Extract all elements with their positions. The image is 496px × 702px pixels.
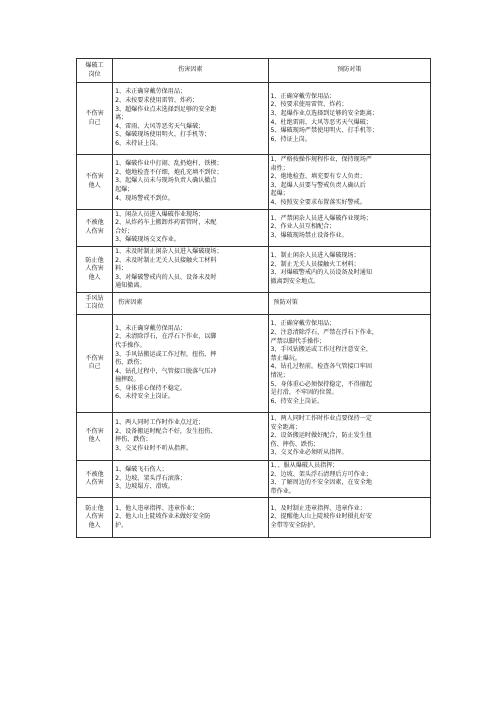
hazard-line: 2、边坡、架头浮石滚落；	[115, 474, 187, 482]
measure-line: 安全距离；	[270, 423, 301, 431]
post-label-line: 防止他	[85, 504, 104, 512]
measure-header: 预防对策	[268, 59, 430, 83]
hazard-line: 1、他人违章指挥、违章作业；	[115, 504, 199, 512]
hazard-line: 6、未持安全上岗证。	[115, 393, 174, 401]
post-title-line: 工岗位	[85, 303, 104, 311]
hazard-line: 合好；	[115, 227, 134, 235]
post-label-line: 自己	[88, 363, 101, 371]
measure-line: 3、了解周边的不安全因素，在安全地	[270, 479, 372, 487]
post-label-line: 不被他	[85, 470, 104, 478]
post-label-line: 人伤害	[85, 265, 104, 273]
measure-cell	[268, 314, 430, 412]
post-cell	[77, 246, 113, 292]
hazard-line: 6、未持证上岗。	[115, 139, 162, 147]
measure-line: 2、按要求使用雷管、炸药；	[270, 101, 348, 109]
section-header-row	[77, 292, 431, 314]
post-title-line: 手风钻	[85, 294, 104, 302]
measure-line: 1、两人同时工作时作业点要保持一定	[270, 414, 372, 422]
measure-line: 5、爆破现场严禁使用明火、打手机等；	[270, 127, 379, 135]
hazard-line: 代手操作。	[115, 341, 146, 349]
hazard-cell	[113, 412, 268, 460]
post-label-line: 人伤害	[85, 479, 104, 487]
measure-line: 3、对爆破警戒内的人员设备及时通知	[270, 269, 372, 277]
measure-line: 1、制止闲杂人员进入爆破现场；	[270, 252, 360, 260]
measure-line: 情况；	[270, 372, 289, 379]
table-row	[77, 460, 431, 497]
post-cell	[77, 498, 113, 538]
post-header-cell	[77, 292, 113, 314]
post-label-line: 他人	[88, 181, 101, 189]
hazard-line: 5、身体重心保持不稳定。	[115, 384, 187, 392]
post-cell	[77, 412, 113, 460]
measure-line: 4、按照安全要求布置落实好警戒。	[270, 198, 366, 206]
measure-line: 带作业。	[270, 487, 295, 495]
hazard-line: 4、钻孔过程中，气管接口脱落气压冲	[115, 367, 217, 375]
measure-cell	[268, 83, 430, 155]
post-cell	[77, 155, 113, 210]
table-row	[77, 83, 431, 155]
hazard-line: 2、炮地检查不仔细，炮孔充填不到位；	[115, 168, 223, 176]
measure-line: 全带等安全防护。	[270, 522, 320, 530]
measure-cell	[268, 155, 430, 210]
measure-line: 3、手风钻搬运或工作过程注意安全，	[270, 346, 372, 354]
hazard-line: 4、雷雨、大风等恶劣天气爆破；	[115, 122, 205, 130]
measure-line: 1、、服从爆破人员指挥；	[270, 461, 339, 469]
measure-line: 1、及时制止违章指挥、违章作业；	[270, 504, 366, 512]
post-cell	[77, 83, 113, 155]
hazard-line: 离；	[115, 114, 128, 122]
hazard-line: 3、边坡塌方、滑坡。	[115, 483, 174, 491]
hazard-cell	[113, 155, 268, 210]
hazard-line: 1、两人同时工作时作业点过近；	[115, 419, 205, 427]
hazard-line: 撞摔跤。	[115, 376, 140, 384]
measure-line: 1、严禁闲杂人员进入爆破作业现场；	[270, 214, 372, 222]
hazard-cell	[113, 246, 268, 292]
post-label-line: 防止他	[85, 256, 104, 264]
post-label-line: 他人	[88, 522, 101, 530]
measure-line: 是打滑、不牢固的位置。	[270, 389, 338, 397]
hazard-header: 伤害因素	[113, 292, 268, 314]
hazard-line: 1、未正确穿戴劳保用品；	[115, 324, 187, 332]
measure-cell	[268, 209, 430, 246]
hazard-line: 伤、跌伤；	[115, 359, 146, 367]
measure-line: 2、炮地检查、填充要有专人负责；	[270, 173, 366, 181]
post-label-line: 不被他	[85, 219, 104, 227]
hazard-line: 3、超爆作业点未选择到足够的安全距	[115, 105, 217, 113]
hazard-line: 3、爆破现场交叉作业。	[115, 236, 180, 244]
hazard-line: 3、起爆人员未与现场负责人确认撤点	[115, 177, 217, 185]
post-cell	[77, 209, 113, 246]
table-row	[77, 498, 431, 538]
hazard-line: 2、他人山上陡坡作业未做好安全防	[115, 513, 211, 521]
post-label-line: 人伤害	[85, 513, 104, 521]
post-title-line: 爆破工	[85, 61, 104, 69]
table-row	[77, 246, 431, 292]
hazard-header: 伤害因素	[113, 59, 268, 83]
measure-header: 预防对策	[268, 292, 430, 314]
post-title-line: 岗位	[88, 70, 101, 78]
table-row	[77, 412, 431, 460]
hazard-line: 2、未按要求使用雷管、炸药；	[115, 97, 199, 105]
hazard-line: 3、交叉作业时不听从指挥。	[115, 445, 193, 452]
hazard-line: 3、手风钻搬运或工作过程，扭伤、摔	[115, 350, 217, 358]
post-label-line: 自己	[88, 118, 101, 126]
hazard-line: 1、闲杂人员进入爆破作业现场；	[115, 210, 205, 218]
post-label-line: 他人	[88, 273, 101, 281]
measure-line: 2、制止无关人员接触火工材料；	[270, 260, 360, 268]
hazard-line: 摔伤、跌伤；	[115, 436, 152, 444]
post-cell	[77, 460, 113, 497]
post-label-line: 不伤害	[85, 427, 104, 435]
section-header-row	[77, 59, 431, 83]
hazard-cell	[113, 314, 268, 412]
hazard-cell	[113, 460, 268, 497]
table-row	[77, 314, 431, 412]
hazard-line: 3、对爆破警戒内的人员、设备未及时	[115, 273, 217, 281]
hazard-line: 2、设备搬运时配合不好，发生扭伤、	[115, 427, 217, 435]
risk-table	[76, 58, 431, 538]
measure-line: 撤离到安全地点。	[270, 278, 320, 286]
measure-cell	[268, 412, 430, 460]
measure-line: 1、严格按操作规程作业，保持现场严	[270, 156, 372, 163]
measure-line: 2、设备搬运时做好配合，防止发生扭	[270, 432, 372, 440]
hazard-line: 1、未正确穿戴劳保用品；	[115, 88, 187, 96]
measure-line: 3、起爆作业点选择到足够的安全距离；	[270, 109, 379, 117]
table-row	[77, 155, 431, 210]
measure-cell	[268, 246, 430, 292]
hazard-cell	[113, 83, 268, 155]
post-label-line: 人伤害	[85, 227, 104, 235]
hazard-line: 料；	[115, 265, 128, 273]
post-cell	[77, 314, 113, 412]
hazard-cell	[113, 209, 268, 246]
measure-cell	[268, 460, 430, 497]
post-label-line: 不伤害	[85, 173, 104, 181]
hazard-line: 4、现场警戒不到位。	[115, 194, 174, 202]
post-label-line: 不伤害	[85, 109, 104, 117]
risk-table-body	[77, 59, 431, 538]
measure-line: 禁止爆玩。	[270, 354, 301, 362]
measure-line: 5、身体重心必须保持稳定，不得擅起	[270, 380, 372, 388]
measure-line: 3、交叉作业必须听从指挥。	[270, 449, 348, 457]
measure-line: 6、持证上岗。	[270, 135, 311, 143]
measure-line: 2、提醒他人山上陡坡作业时摄扎好安	[270, 513, 372, 521]
hazard-line: 通知撤离。	[115, 282, 146, 290]
hazard-line: 1、爆破飞石伤人；	[115, 466, 168, 474]
post-header-cell	[77, 59, 113, 83]
measure-line: 1、正确穿戴劳保用品；	[270, 320, 336, 328]
hazard-line: 护。	[115, 522, 128, 530]
post-label-line: 他人	[88, 436, 101, 444]
measure-line: 6、持安全上岗证。	[270, 397, 324, 405]
hazard-line: 1、未及时制止闲杂人员进入爆破现场；	[115, 247, 223, 255]
hazard-line: 1、爆破作业中打闹、乱扔炮杆、铁楔；	[115, 160, 223, 168]
measure-line: 肃性；	[270, 164, 289, 172]
hazard-line: 2、未清除浮石，在浮石下作业，以脚	[115, 333, 217, 341]
measure-line: 2、注意清除浮石，严禁在浮石下作业，	[270, 329, 379, 337]
post-label-line: 不伤害	[85, 354, 104, 362]
hazard-cell	[113, 498, 268, 538]
measure-line: 2、作业人员互相配合；	[270, 223, 336, 231]
measure-line: 严禁以脚代手操作；	[270, 337, 326, 345]
hazard-line: 2、从炸药车上搬卸炸药雷管时，未配	[115, 219, 217, 227]
table-row	[77, 209, 431, 246]
measure-line: 起爆；	[270, 190, 289, 198]
measure-line: 3、起爆人员要与警戒负责人确认后	[270, 181, 366, 189]
hazard-line: 2、未及时制止无关人员接触火工材料	[115, 256, 217, 264]
measure-line: 3、爆破现场禁止设备作业。	[270, 232, 348, 240]
measure-cell	[268, 498, 430, 538]
hazard-line: 5、爆破现场使用明火、打手机等；	[115, 131, 211, 139]
measure-line: 4、钻孔过程前，检查各气管接口牢固	[270, 363, 372, 371]
hazard-line: 起爆；	[115, 186, 134, 194]
measure-line: 1、正确穿戴劳保用品；	[270, 92, 336, 100]
measure-line: 4、杜绝雷雨、大风等恶劣天气爆破；	[270, 118, 372, 126]
measure-line: 2、边坡、架头浮石清理后方可作业；	[270, 470, 372, 478]
measure-line: 伤、摔伤、跌伤；	[270, 440, 320, 448]
